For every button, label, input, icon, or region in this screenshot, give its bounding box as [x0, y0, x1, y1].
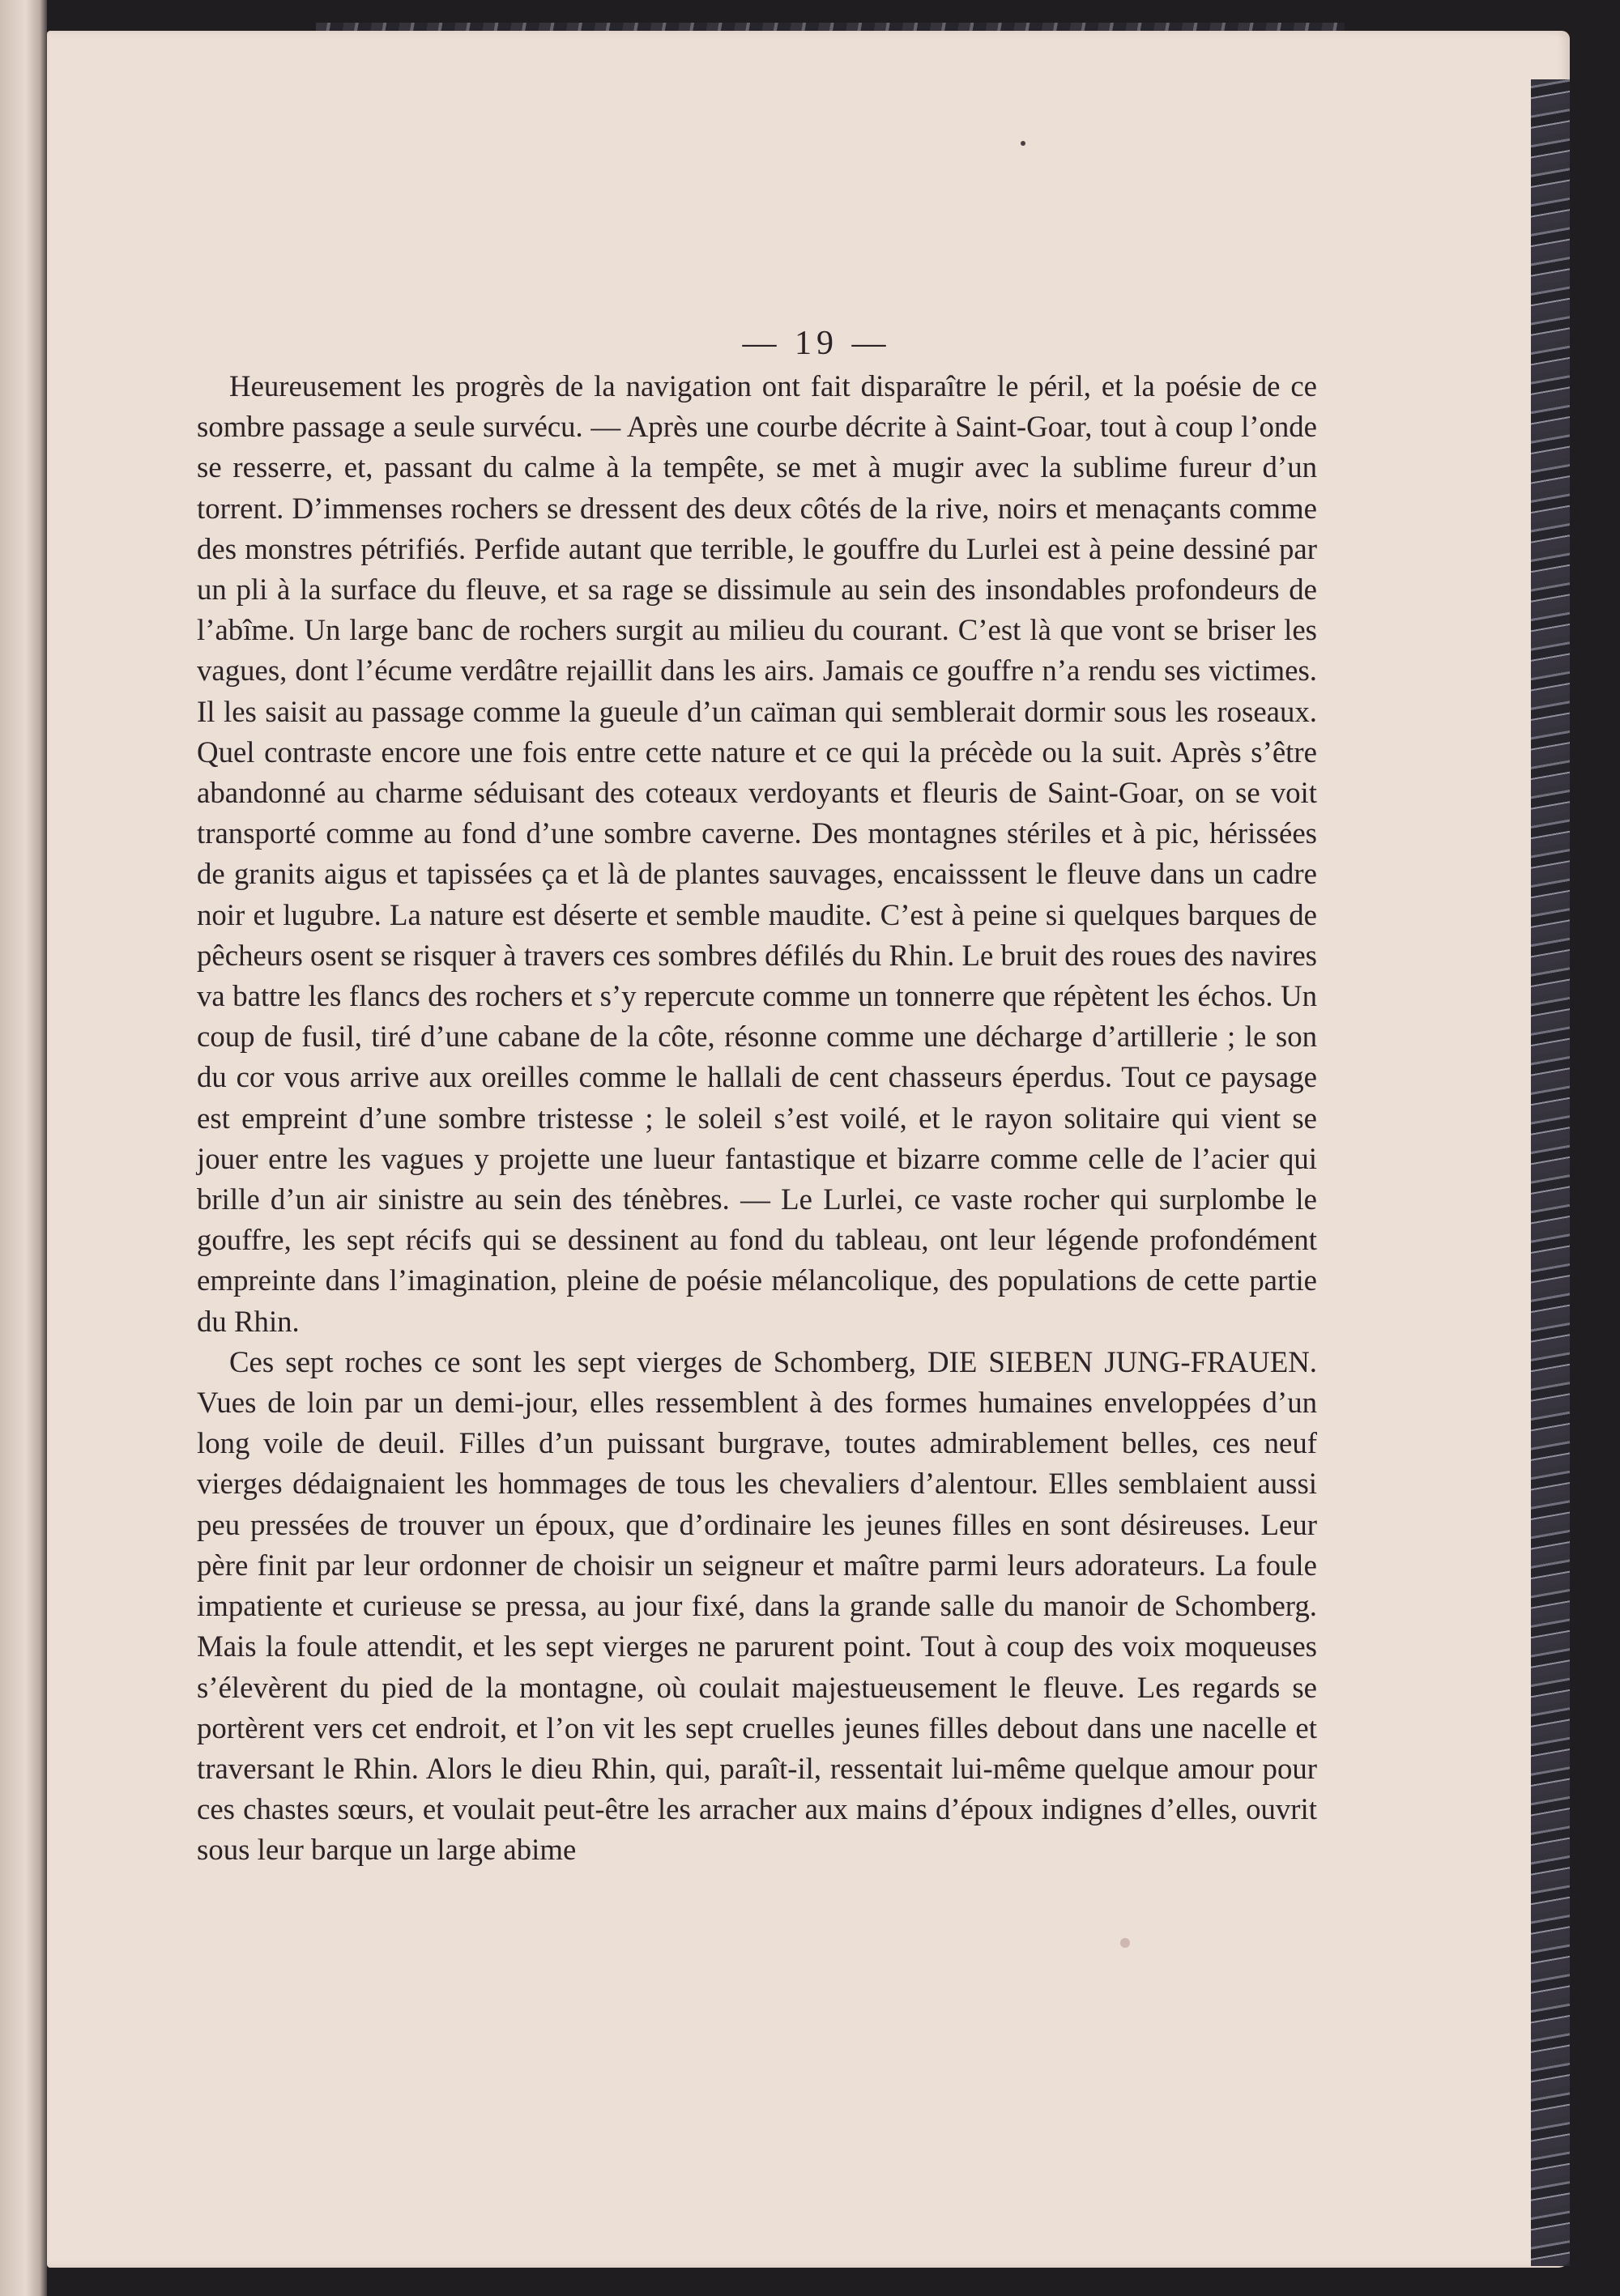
paper-speck: [1021, 141, 1025, 146]
page-number: — 19 —: [742, 325, 891, 362]
paragraph: Heureusement les progrès de la navigation ont fait disparaître le péril, et la poésie de ce sombre passage a seule survécu. — Après une courbe décrite à Saint-Goar, tout à coup l’onde se resserre, et, passant du calme à la tempête, se met à mugir avec la sublime fureur d’un torrent. D’immenses rochers se dressent des deux côtés de la rive, noirs et menaçants comme des monstres pétrifiés. Perfide autant que terrible, le gouffre du Lurlei est à peine dessiné par un pli à la surface du fleuve, et sa rage se dissimule au sein des insondables profondeurs de l’abîme. Un large banc de rochers surgit au milieu du courant. C’est là que vont se briser les vagues, dont l’écume verdâtre rejaillit dans les airs. Jamais ce gouffre n’a rendu ses victimes. Il les saisit au passage comme la gueule d’un caïman qui semblerait dormir sous les roseaux. Quel contraste encore une fois entre cette nature et ce qui la précède ou la suit. Après s’être abandonné au charme séduisant des coteaux verdoyants et fleuris de Saint-Goar, on se voit transporté comme au fond d’une sombre caverne. Des montagnes stériles et à pic, hérissées de granits aigus et tapissées ça et là de plantes sauvages, encaisssent le fleuve dans un cadre noir et lugubre. La nature est déserte et semble maudite. C’est à peine si quelques barques de pêcheurs osent se risquer à travers ces sombres défilés du Rhin. Le bruit des roues des navires va battre les flancs des rochers et s’y repercute comme un tonnerre que répètent les échos. Un coup de fusil, tiré d’une cabane de la côte, résonne comme une décharge d’artillerie ; le son du cor vous arrive aux oreilles comme le hallali de cent chasseurs éperdus. Tout ce paysage est empreint d’une sombre tristesse ; le soleil s’est voilé, et le rayon solitaire qui vient se jouer entre les vagues y projette une lueur fantastique et bizarre comme celle de l’acier qui brille d’un air sinistre au sein des ténèbres. — Le Lurlei, ce vaste rocher qui surplombe le gouffre, les sept récifs qui se dessinent au fond du tableau, ont leur légende profondément empreinte dans l’imagination, pleine de poésie mélancolique, des populations de cette partie du Rhin.: [197, 369, 1317, 1338]
previous-page-edge: [0, 0, 47, 2296]
marbled-endpaper: [1531, 79, 1570, 2266]
paragraph: Ces sept roches ce sont les sept vierges de Schomberg, DIE SIEBEN JUNG-FRAUEN. Vues de loin par un demi-jour, elles ressemblent à des formes humaines enveloppées d’un long voile de deuil. Filles d’un puissant burgrave, toutes admirablement belles, ces neuf vierges dédaignaient les hommages de tous les chevaliers d’alentour. Elles semblaient aussi peu pressées de trouver un époux, que d’ordinaire les jeunes filles en sont désireuses. Leur père finit par leur ordonner de choisir un seigneur et maître parmi leurs adorateurs. La foule impatiente et curieuse se pressa, au jour fixé, dans la grande salle du manoir de Schomberg. Mais la foule attendit, et les sept vierges ne parurent point. Tout à coup des voix moqueuses s’élevèrent du pied de la montagne, où coulait majestueusement le fleuve. Les regards se portèrent vers cet endroit, et l’on vit les sept cruelles jeunes filles debout dans une nacelle et traversant le Rhin. Alors le dieu Rhin, qui, paraît-il, ressentait lui-même quelque amour pour ces chastes sœurs, et voulait peut-être les arracher aux mains d’époux indignes d’elles, ouvrit sous leur barque un large abime: [197, 1344, 1317, 1867]
paper-stain: [1120, 1938, 1130, 1948]
body-text: [197, 366, 1317, 1871]
